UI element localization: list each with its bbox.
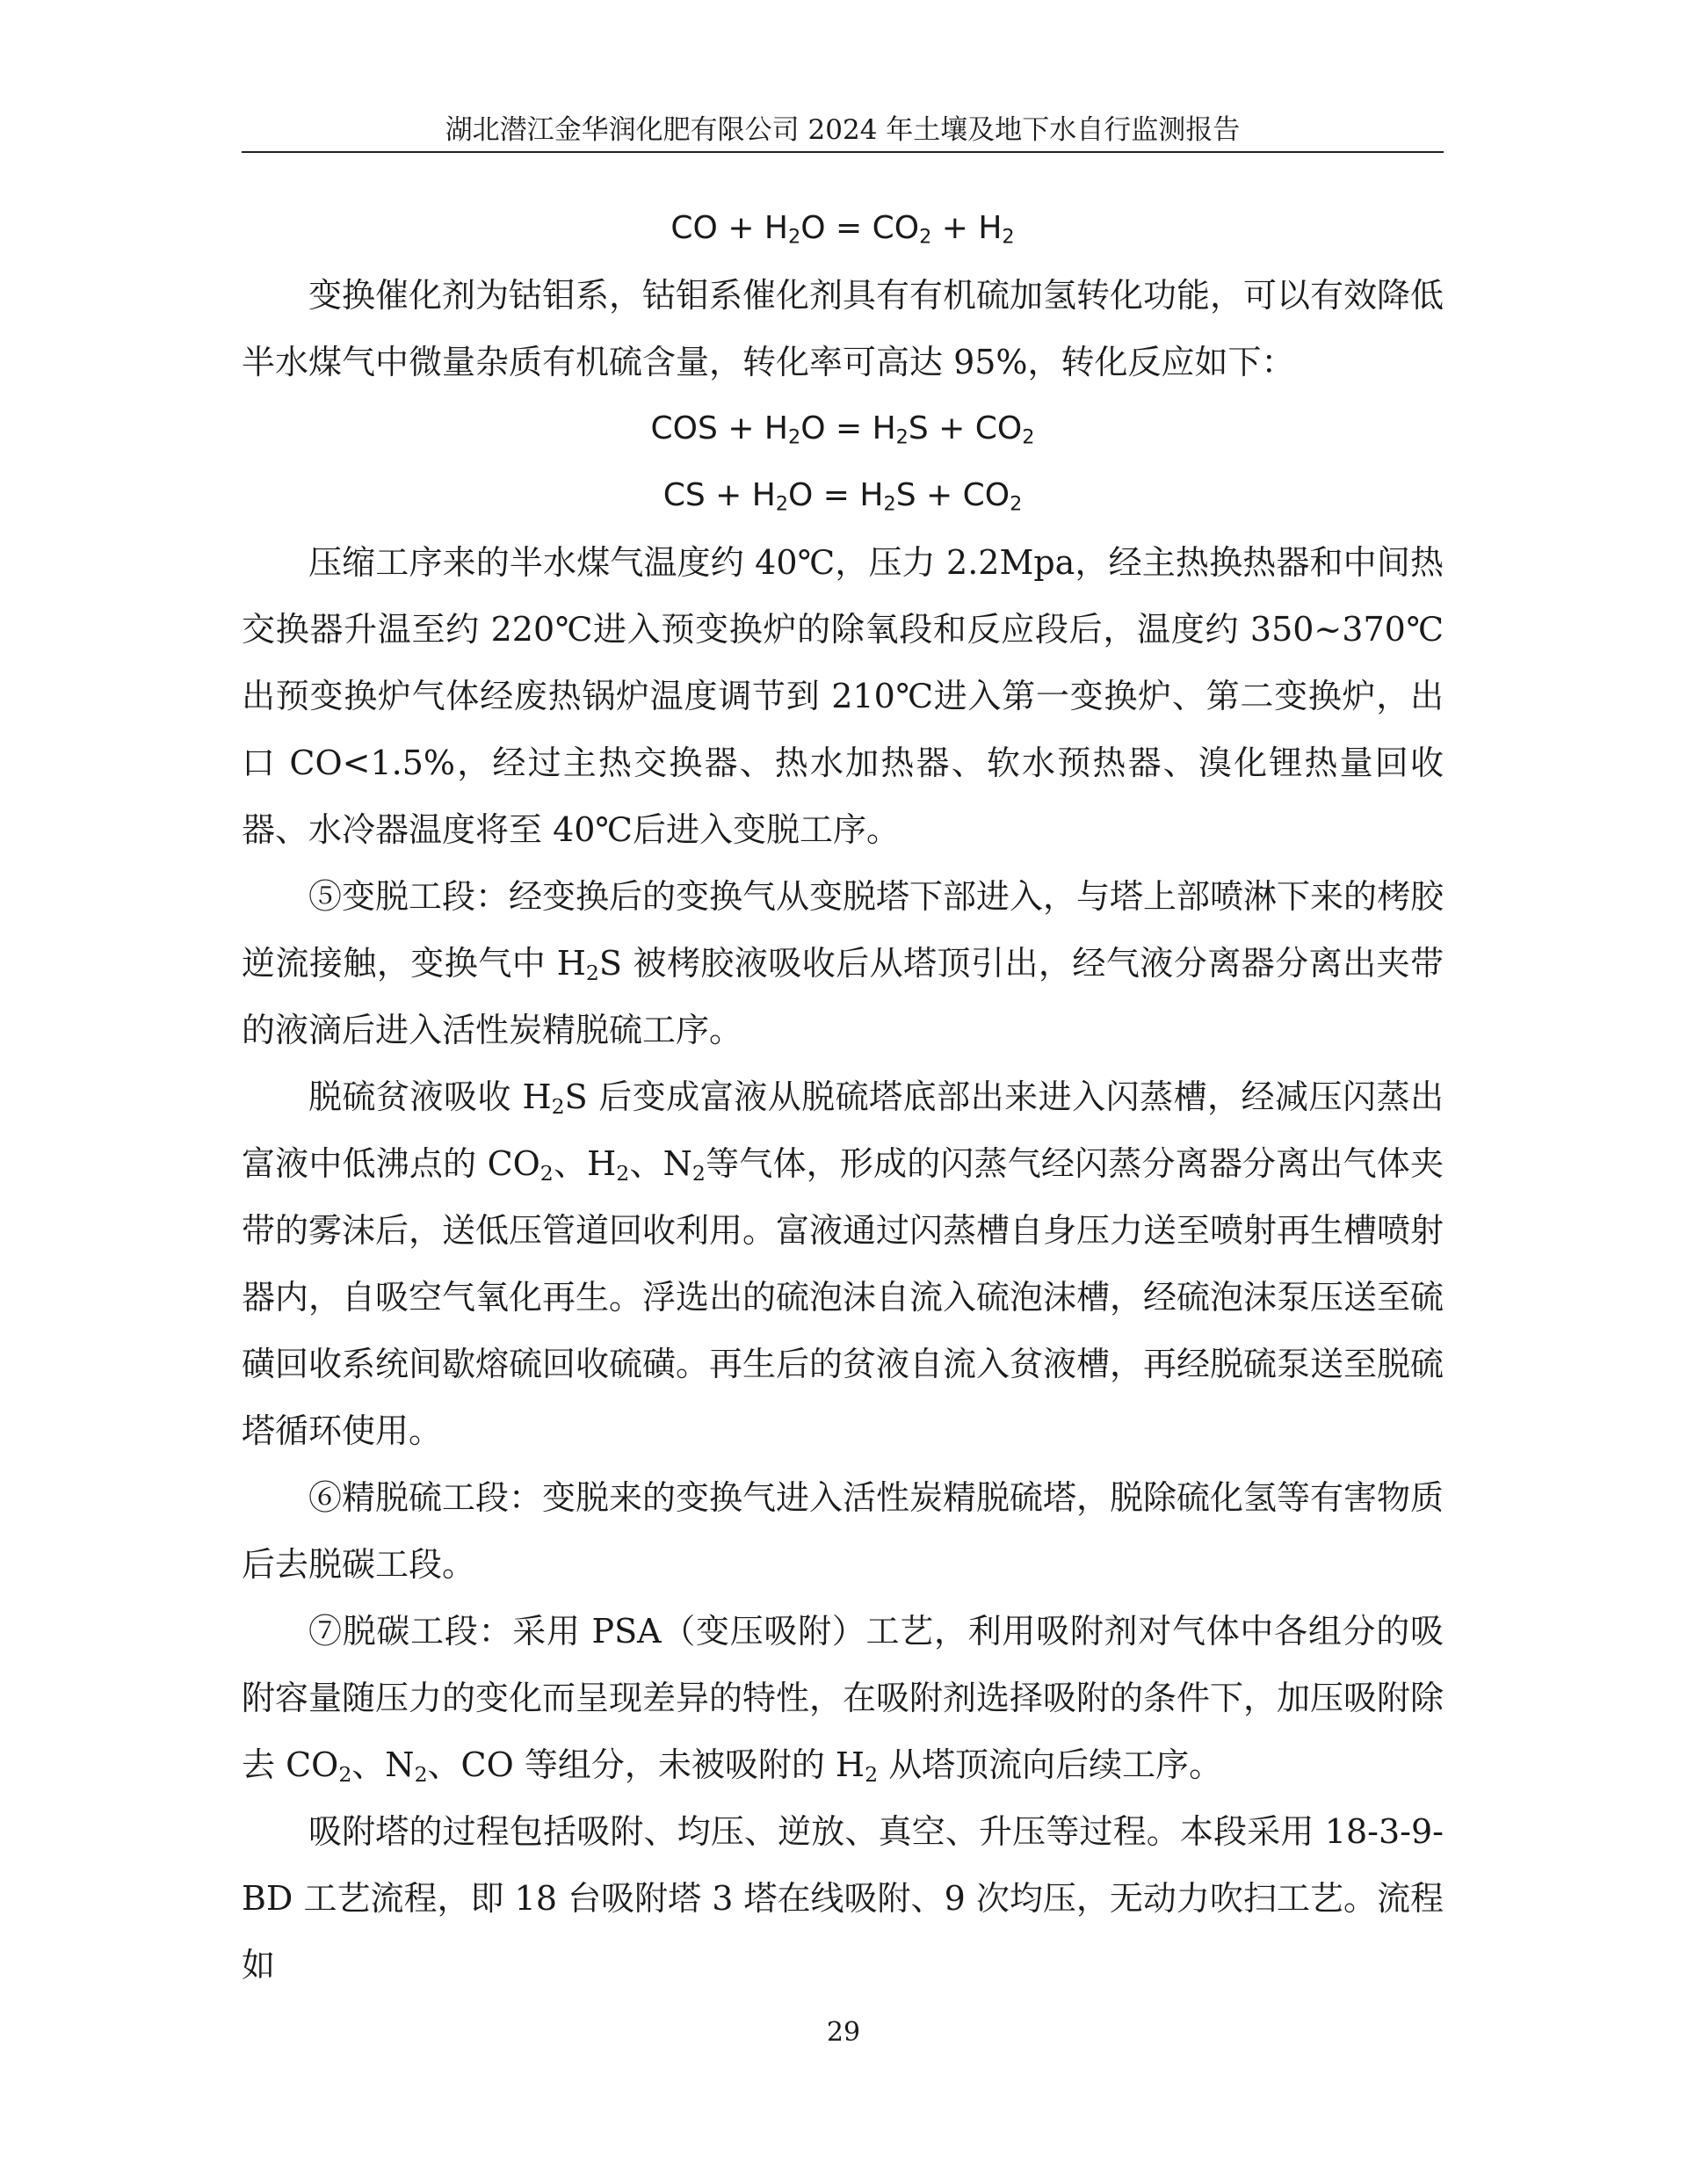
equation-cos: COS + $H_2O = H_2S + CO_2$ [650, 410, 1035, 449]
paragraph-compression: 压缩工序来的半水煤气温度约 40℃，压力 2.2Mpa，经主热换热器和中间热交换器升温至约 220℃进入预变换炉的除氧段和反应段后，温度约 350~370℃出预变换炉气体经废热锅炉温度调节到 210℃进入第一变换炉、第二变换炉，出口 CO<1.5%，经过主热交换器、热水加热器、软水预热器、溴化锂热量回收器、水冷器温度将至 40℃后进入变脱工序。 [242, 543, 1444, 849]
paragraph-adsorption-tower: 吸附塔的过程包括吸附、均压、逆放、真空、升压等过程。本段采用 18-3-9-BD 工艺流程，即 18 台吸附塔 3 塔在线吸附、9 次均压，无动力吹扫工艺。流程如 [242, 1812, 1444, 1984]
paragraph-catalyst: 变换催化剂为钴钼系，钴钼系催化剂具有有机硫加氢转化功能，可以有效降低半水煤气中微量杂质有机硫含量，转化率可高达 95%，转化反应如下： [242, 276, 1444, 381]
page-number: 29 [826, 2017, 861, 2048]
paragraph-lean-solution: 脱硫贫液吸收 $H_2S$ 后变成富液从脱硫塔底部出来进入闪蒸槽，经减压闪蒸出富液中低沸点的 $CO_2$、$H_2$、$N_2$等气体，形成的闪蒸气经闪蒸分离器分离出气体夹带的雾沫后，送低压管道回收利用。富液通过闪蒸槽自身压力送至喷射再生槽喷射器内，自吸空气氧化再生。浮选出的硫泡沫自流入硫泡沫槽，经硫泡沫泵压送至硫磺回收系统间歇熔硫回收硫磺。再生后的贫液自流入贫液槽，再经脱硫泵送至脱硫塔循环使用。 [242, 1077, 1444, 1450]
document-body [242, 195, 1444, 1999]
equation-co-shift: CO + $H_2O = CO_2 + H_2$ [670, 210, 1015, 249]
equation-cs: CS + $H_2O = H_2S + CO_2$ [662, 477, 1023, 516]
page-header: 湖北潜江金华润化肥有限公司 2024 年土壤及地下水自行监测报告 [445, 114, 1241, 146]
paragraph-fine-desulfurization: ⑥精脱硫工段：变脱来的变换气进入活性炭精脱硫塔，脱除硫化氢等有害物质后去脱碳工段。 [242, 1478, 1444, 1584]
paragraph-decarbonization: ⑦脱碳工段：采用 PSA（变压吸附）工艺，利用吸附剂对气体中各组分的吸附容量随压力的变化而呈现差异的特性，在吸附剂选择吸附的条件下，加压吸附除去 $CO_2$、$N_2$、CO 等组分，未被吸附的 $H_2$ 从塔顶流向后续工序。 [242, 1612, 1444, 1787]
header-rule [242, 151, 1444, 153]
paragraph-desulfurization-stage: ⑤变脱工段：经变换后的变换气从变脱塔下部进入，与塔上部喷淋下来的栲胶逆流接触，变换气中 $H_2S$ 被栲胶液吸收后从塔顶引出，经气液分离器分离出夹带的液滴后进入活性炭精脱硫工序。 [242, 877, 1444, 1049]
